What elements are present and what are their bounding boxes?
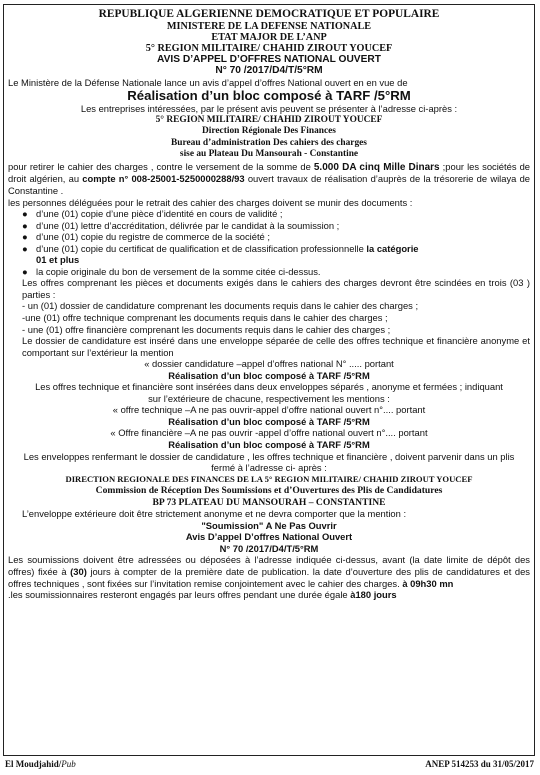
realisation-technique: Réalisation d’un bloc composé à TARF /5°RM bbox=[168, 415, 370, 427]
list-item: ● d’une (01) copie d’une pièce d’identité en cours de validité ; bbox=[22, 208, 283, 220]
deposit-text: Les soumissions doivent être adressées ou déposées à l’adresse indiquée ci-dessus, avant (la date limite de dépôt des offres) fixée à (30) jours à compter de la première date de publication. la date d’ouverture des plis de candidatures et des offres techniques , sont fixées sur l’invitation remise conjointement avec le cahier des charges. à 09h30 mn bbox=[8, 554, 530, 589]
list-item: ● d’une (01) copie du certificat de qualification et de classification professionnelle la catégorie 01 et plus bbox=[22, 242, 419, 266]
list-item: ● d’une (01) copie du registre de commerce de la société ; bbox=[22, 231, 270, 243]
intro-text: Le Ministère de la Défense Nationale lance un avis d’appel d’offres National ouvert en en vue de bbox=[8, 76, 408, 88]
envelopes-text: Les enveloppes renfermant le dossier de candidature , les offres technique et financière , doivent parvenir dans un plis fermé à l’adresse ci- après : bbox=[23, 450, 515, 474]
address-region: 5° REGION MILITAIRE/ CHAHID ZIROUT YOUCEF bbox=[155, 114, 383, 125]
address-sise: sise au Plateau Du Mansourah - Constantine bbox=[179, 149, 359, 160]
realisation-financiere: Réalisation d’un bloc composé à TARF /5°RM bbox=[168, 439, 370, 451]
header-avis: AVIS D’APPEL D’OFFRES NATIONAL OUVERT bbox=[157, 54, 381, 66]
avis-label: Avis D’appel D’offres National Ouvert bbox=[185, 531, 353, 543]
offers-inserted-text: Les offres technique et financière sont insérées dans deux enveloppes séparés , anonyme et fermées ; indiquant sur l’extérieure de chacune, respectivement les mentions : bbox=[35, 381, 503, 404]
list-item: ● la copie originale du bon de versement de la somme citée ci-dessus. bbox=[22, 265, 321, 277]
bullet-icon: ● bbox=[22, 242, 28, 254]
documents-list bbox=[8, 208, 530, 277]
anep-reference: ANEP 514253 du 31/05/2017 bbox=[425, 759, 534, 769]
header-numero: N° 70 /2017/D4/T/5°RM bbox=[215, 65, 323, 77]
dossier-text: Le dossier de candidature est inséré dans une enveloppe séparée de celle des offres technique et financière anonyme et comportant sur l’extérieur la mention bbox=[22, 335, 530, 358]
reception-commission: Commission de Réception Des Soumissions et d’Ouvertures des Plis de Candidatures bbox=[95, 485, 443, 497]
address-direction: Direction Régionale Des Finances bbox=[202, 126, 336, 137]
part-technique: -une (01) offre technique comprenant les documents requis dans le cahier des charges ; bbox=[22, 312, 388, 323]
mention-financiere: « Offre financière –A ne pas ouvrir -appel d’offre national ouvert n°.... portant bbox=[110, 427, 428, 439]
delegates-text: les personnes déléguées pour le retrait des cahier des charges doivent se munir des documents : bbox=[8, 196, 413, 208]
tender-notice bbox=[3, 4, 535, 756]
part-dossier: - un (01) dossier de candidature comprenant les documents requis dans le cahier des charges ; bbox=[22, 300, 419, 312]
soumission-label: "Soumission" A Ne Pas Ouvrir bbox=[201, 519, 337, 531]
publisher-credit: El Moudjahid/Pub bbox=[5, 759, 76, 769]
project-title: Réalisation d’un bloc composé à TARF /5°RM bbox=[127, 88, 411, 104]
footer bbox=[5, 757, 534, 771]
list-item: ● d’une (01) lettre d’accréditation, délivrée par le candidat à la soumission ; bbox=[22, 219, 340, 231]
payment-text: pour retirer le cahier des charges , contre le versement de la somme de 5.000 DA cinq Mille Dinars ;pour les sociétés de droit algérien, au compte n° 008-25001-5250000288/93 ouvert travaux de réalisation d’auprès de la trésorerie de wilaya de Constantine . bbox=[8, 160, 531, 196]
bullet-icon: ● bbox=[22, 219, 28, 231]
header-ministry: MINISTERE DE LA DEFENSE NATIONALE bbox=[166, 20, 372, 32]
bullet-icon: ● bbox=[22, 231, 28, 243]
reception-direction: DIRECTION REGIONALE DES FINANCES DE LA 5° REGION MILITAIRE/ CHAHID ZIROUT YOUCEF bbox=[65, 473, 473, 484]
realisation-dossier: Réalisation d’un bloc composé à TARF /5°RM bbox=[168, 369, 370, 381]
companies-text: Les entreprises intéressées, par le présent avis peuvent se présenter à l’adresse ci-après : bbox=[80, 103, 458, 115]
offers-intro: Les offres comprenant les pièces et documents exigés dans le cahiers des charges devront être scindées en trois (03 ) parties : bbox=[22, 277, 530, 300]
validity-text: .les soumissionnaires resteront engagés par leurs offres pendant une durée égale à180 jours bbox=[8, 589, 397, 601]
header-republic: REPUBLIQUE ALGERIENNE DEMOCRATIQUE ET POPULAIRE bbox=[98, 8, 440, 20]
bullet-icon: ● bbox=[22, 208, 28, 220]
reception-bp: BP 73 PLATEAU DU MANSOURAH – CONSTANTINE bbox=[152, 496, 386, 508]
mention-technique: « offre technique –A ne pas ouvrir-appel d’offre national ouvert n°.... portant bbox=[112, 404, 426, 416]
outer-envelope-text: L’enveloppe extérieure doit être strictement anonyme et ne devra comporter que la mention : bbox=[22, 508, 407, 520]
mention-dossier: « dossier candidature –appel d’offres national N° ..... portant bbox=[144, 358, 394, 370]
payment-amount: 5.000 DA cinq Mille bbox=[313, 161, 406, 173]
numero-label: N° 70 /2017/D4/T/5°RM bbox=[219, 542, 319, 554]
header-region: 5° REGION MILITAIRE/ CHAHID ZIROUT YOUCEF bbox=[145, 43, 393, 54]
payment-dinars: Dinars bbox=[408, 161, 440, 173]
part-financiere: - une (01) offre financière comprenant les documents requis dans le cahier des charges ; bbox=[22, 323, 391, 335]
address-bureau: Bureau d’administration Des cahiers des charges bbox=[171, 137, 367, 148]
bullet-icon: ● bbox=[22, 265, 28, 277]
header-etat-major: ETAT MAJOR DE L’ANP bbox=[211, 31, 327, 43]
